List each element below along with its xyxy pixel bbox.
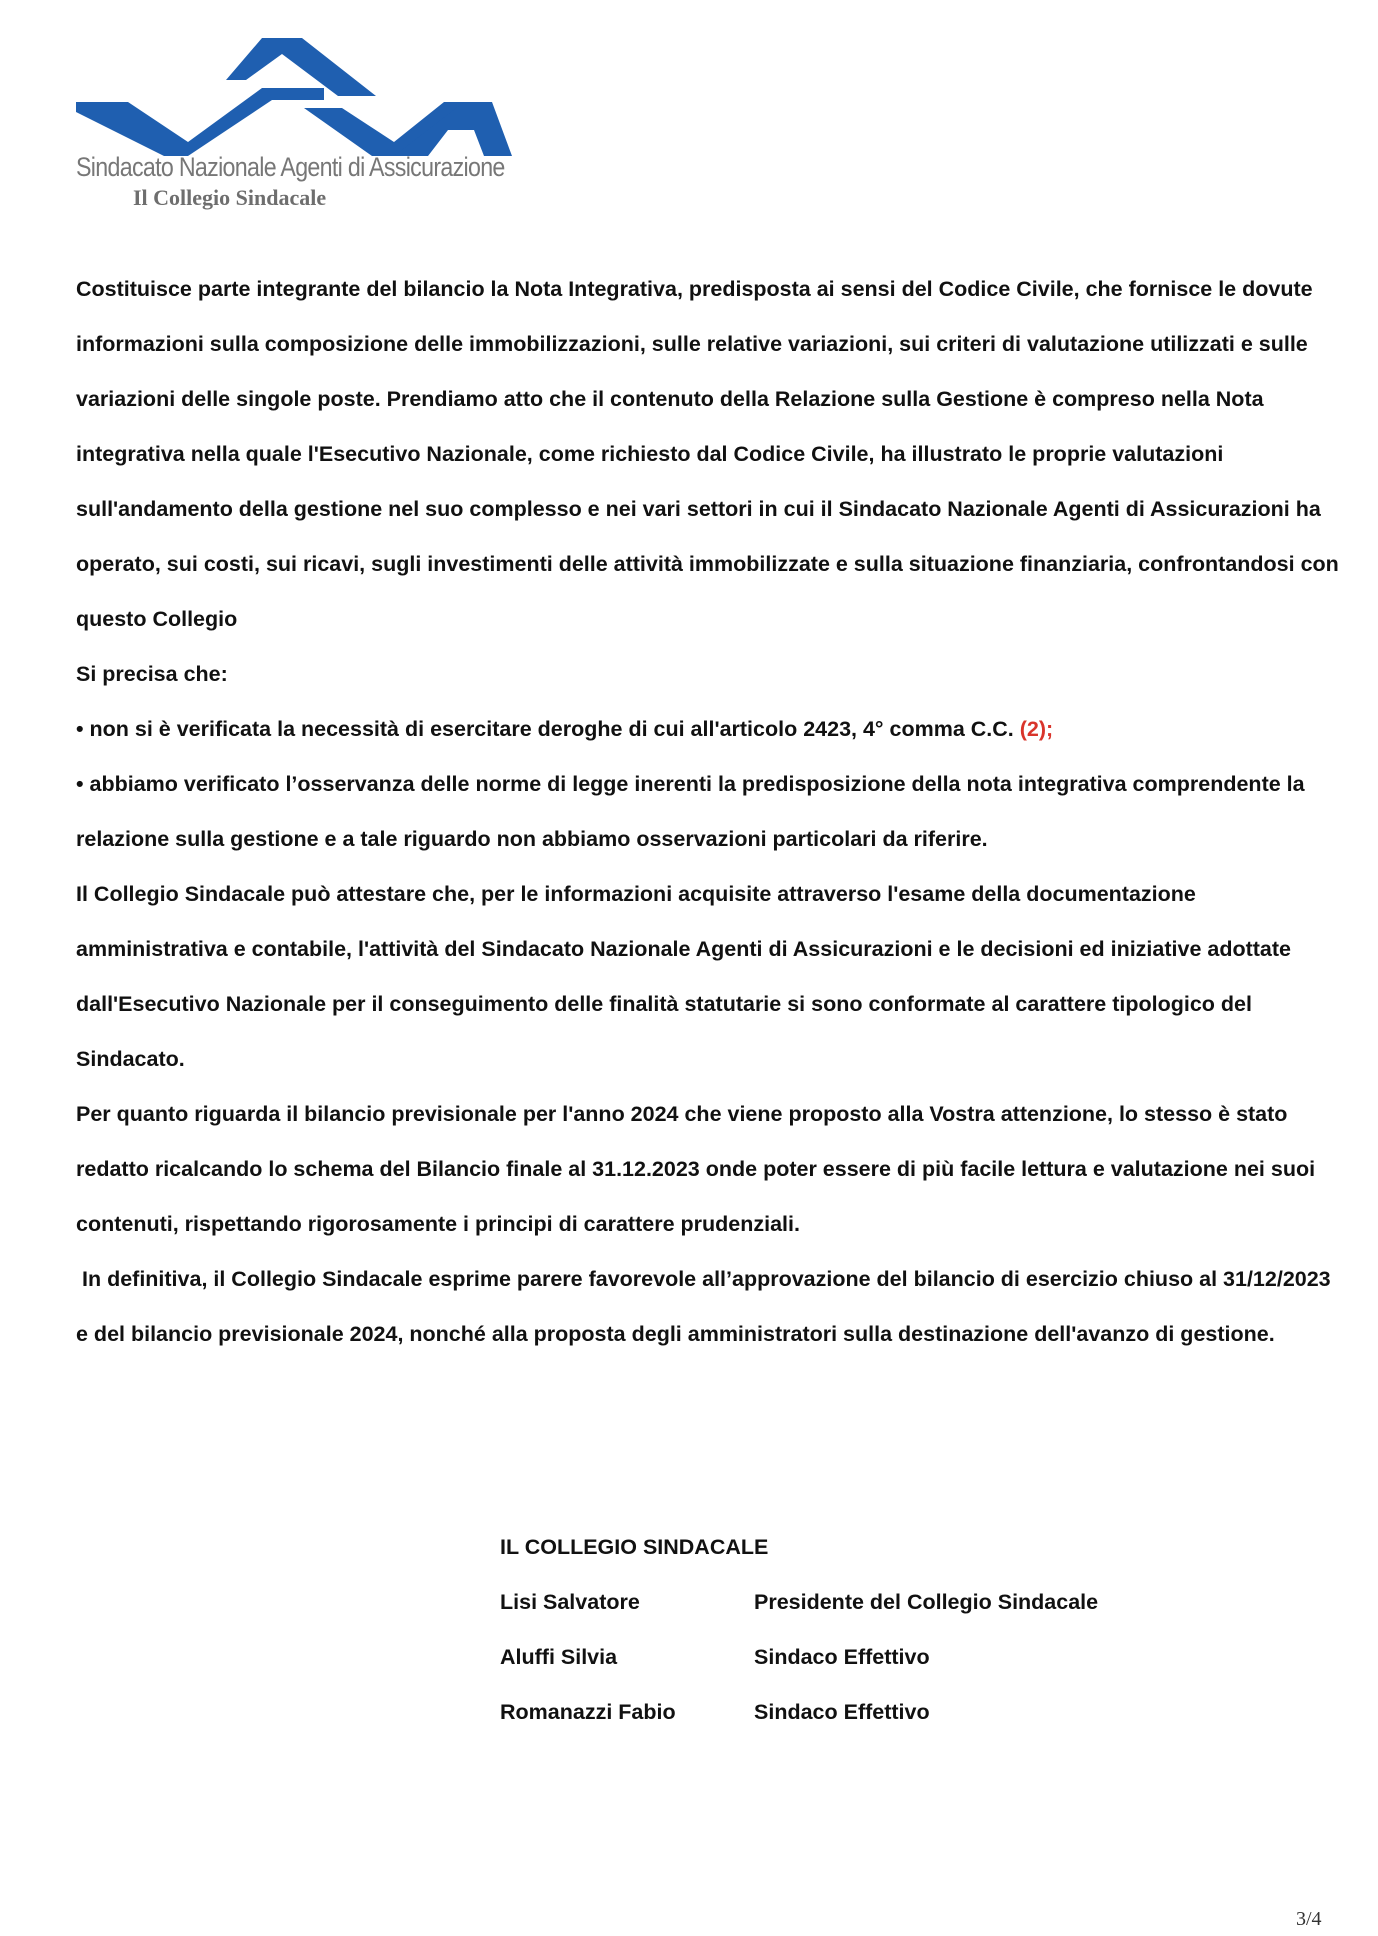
paragraph-attestazione: Il Collegio Sindacale può attestare che, per le informazioni acquisite attraverso l'esame della documentazione amministrativa e contabile, l'attività del Sindacato Nazionale Agenti di Assicurazioni e le decisioni ed iniziative adottate dall'Esecutivo Nazionale per il conseguimento delle finalità statutarie si sono conformate al carattere tipologico del Sindacato. xyxy=(76,882,1292,1071)
paragraph-si-precisa: Si precisa che: xyxy=(76,662,228,686)
page-number: 3/4 xyxy=(1296,1908,1322,1930)
footnote-reference: (2); xyxy=(1019,717,1054,741)
bullet-deroghe xyxy=(76,702,1346,757)
signature-title: IL COLLEGIO SINDACALE xyxy=(500,1535,769,1559)
member-role: Sindaco Effettivo xyxy=(754,1645,930,1669)
member-name: Lisi Salvatore xyxy=(500,1590,640,1614)
bullet-deroghe-text: • non si è verificata la necessità di esercitare deroghe di cui all'articolo 2423, 4° comma C.C. xyxy=(76,717,1014,741)
paragraph-conclusione: In definitiva, il Collegio Sindacale esprime parere favorevole all’approvazione del bilancio di esercizio chiuso al 31/12/2023 e del bilancio previsionale 2024, nonché alla proposta degli amministratori sulla destinazione dell'avanzo di gestione. xyxy=(76,1267,1337,1346)
member-role: Sindaco Effettivo xyxy=(754,1700,930,1724)
member-name: Aluffi Silvia xyxy=(500,1645,618,1669)
letterhead xyxy=(76,38,516,218)
signature-row xyxy=(500,1583,1098,1638)
signature-row xyxy=(500,1638,1098,1693)
document-body xyxy=(76,262,1346,1362)
organization-name: Sindacato Nazionale Agenti di Assicurazione xyxy=(76,152,505,182)
member-role: Presidente del Collegio Sindacale xyxy=(754,1590,1099,1614)
letterhead-subtitle: Il Collegio Sindacale xyxy=(133,185,327,210)
signature-row xyxy=(500,1693,1098,1748)
paragraph-bilancio-previsionale: Per quanto riguarda il bilancio previsionale per l'anno 2024 che viene proposto alla Vostra attenzione, lo stesso è stato redatto ricalcando lo schema del Bilancio finale al 31.12.2023 onde poter essere di più facile lettura e valutazione nei suoi contenuti, rispettando rigorosamente i principi di carattere prudenziali. xyxy=(76,1102,1316,1236)
signature-block xyxy=(500,1528,1098,1748)
bullet-osservanza: • abbiamo verificato l’osservanza delle norme di legge inerenti la predisposizione della nota integrativa comprendente la relazione sulla gestione e a tale riguardo non abbiamo osservazioni particolari da riferire. xyxy=(76,772,1305,851)
member-name: Romanazzi Fabio xyxy=(500,1700,676,1724)
paragraph-nota-integrativa: Costituisce parte integrante del bilancio la Nota Integrativa, predisposta ai sensi del Codice Civile, che fornisce le dovute informazioni sulla composizione delle immobilizzazioni, sulle relative variazioni, sui criteri di valutazione utilizzati e sulle variazioni delle singole poste. Prendiamo atto che il contenuto della Relazione sulla Gestione è compreso nella Nota integrativa nella quale l'Esecutivo Nazionale, come richiesto dal Codice Civile, ha illustrato le proprie valutazioni sull'andamento della gestione nel suo complesso e nei vari settori in cui il Sindacato Nazionale Agenti di Assicurazioni ha operato, sui costi, sui ricavi, sugli investimenti delle attività immobilizzate e sulla situazione finanziaria, confrontandosi con questo Collegio xyxy=(76,277,1339,631)
snaa-logo xyxy=(76,38,512,156)
